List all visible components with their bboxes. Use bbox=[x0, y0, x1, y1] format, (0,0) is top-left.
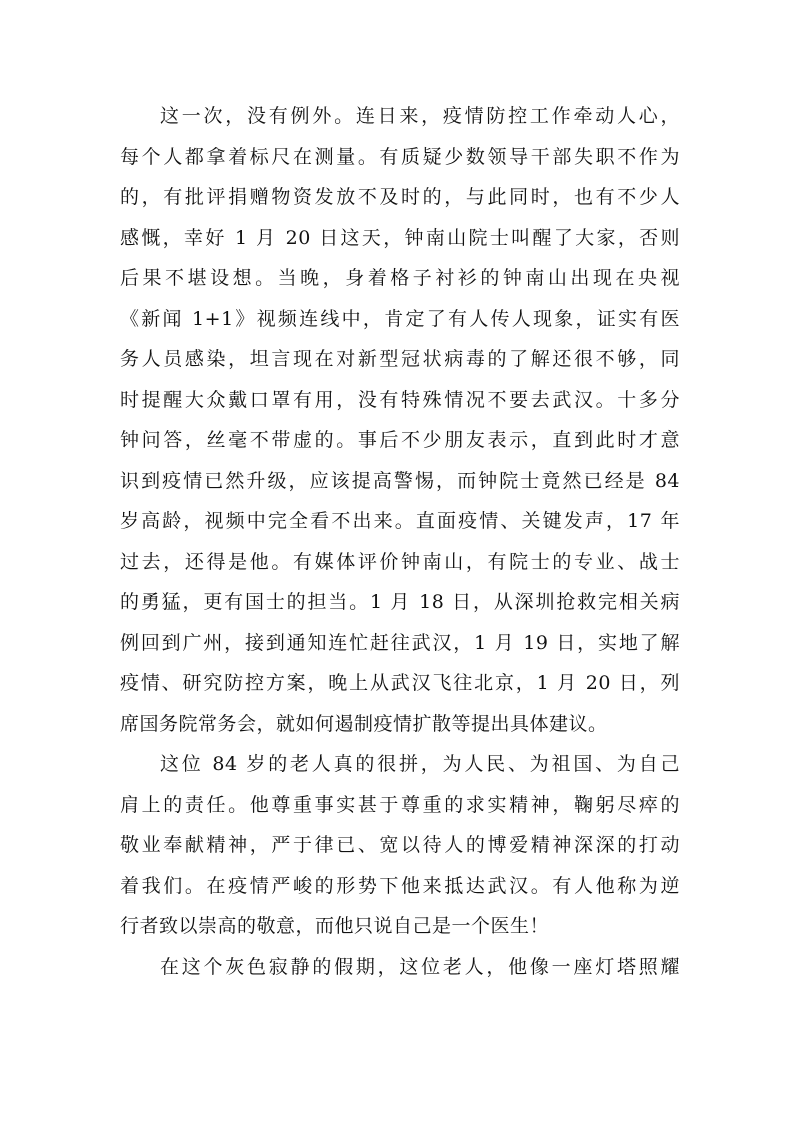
text-line: 务人员感染，坦言现在对新型冠状病毒的了解还很不够，同 bbox=[120, 348, 680, 370]
text-line: 例回到广州，接到通知连忙赶往武汉，1 月 19 日，实地了解 bbox=[120, 631, 680, 654]
text-line: 岁高龄，视频中完全看不出来。直面疫情、关键发声，17 年 bbox=[120, 510, 680, 532]
text-line: 感慨，幸好 1 月 20 日这天，钟南山院士叫醒了大家，否则 bbox=[120, 226, 680, 249]
text-line: 后果不堪设想。当晚，身着格子衬衫的钟南山出现在央视 bbox=[120, 267, 680, 289]
text-line: 钟问答，丝毫不带虚的。事后不少朋友表示，直到此时才意 bbox=[120, 429, 680, 451]
text-line: 过去，还得是他。有媒体评价钟南山，有院士的专业、战士 bbox=[120, 550, 680, 573]
text-line: 这一次，没有例外。连日来，疫情防控工作牵动人心， bbox=[160, 105, 680, 127]
text-line: 时提醒大众戴口罩有用，没有特殊情况不要去武汉。十多分 bbox=[120, 388, 680, 411]
paragraph bbox=[120, 744, 680, 947]
text-line: 肩上的责任。他尊重事实甚于尊重的求实精神，鞠躬尽瘁的 bbox=[120, 793, 680, 816]
text-line: 敬业奉献精神，严于律已、宽以待人的博爱精神深深的打动 bbox=[120, 834, 680, 856]
text-line: 《新闻 1+1》视频连线中，肯定了有人传人现象，证实有医 bbox=[120, 307, 680, 330]
text-line: 每个人都拿着标尺在测量。有质疑少数领导干部失职不作为 bbox=[120, 145, 680, 168]
text-line: 的，有批评捐赠物资发放不及时的，与此同时，也有不少人 bbox=[120, 186, 680, 208]
text-line: 识到疫情已然升级，应该提高警惕，而钟院士竟然已经是 84 bbox=[120, 469, 680, 492]
text-line: 疫情、研究防控方案，晚上从武汉飞往北京，1 月 20 日，列 bbox=[120, 672, 680, 694]
text-line: 在这个灰色寂静的假期，这位老人，他像一座灯塔照耀 bbox=[160, 955, 680, 978]
text-line: 这位 84 岁的老人真的很拼，为人民、为祖国、为自己 bbox=[160, 753, 680, 775]
text-line: 行者致以崇高的敬意，而他只说自己是一个医生！ bbox=[120, 915, 550, 937]
text-line: 着我们。在疫情严峻的形势下他来抵达武汉。有人他称为逆 bbox=[120, 874, 680, 897]
body-text bbox=[120, 96, 680, 987]
paragraph bbox=[120, 947, 680, 988]
paragraph bbox=[120, 96, 680, 744]
text-line: 的勇猛，更有国士的担当。1 月 18 日，从深圳抢救完相关病 bbox=[120, 591, 680, 613]
text-line: 席国务院常务会，就如何遏制疫情扩散等提出具体建议。 bbox=[120, 712, 608, 735]
